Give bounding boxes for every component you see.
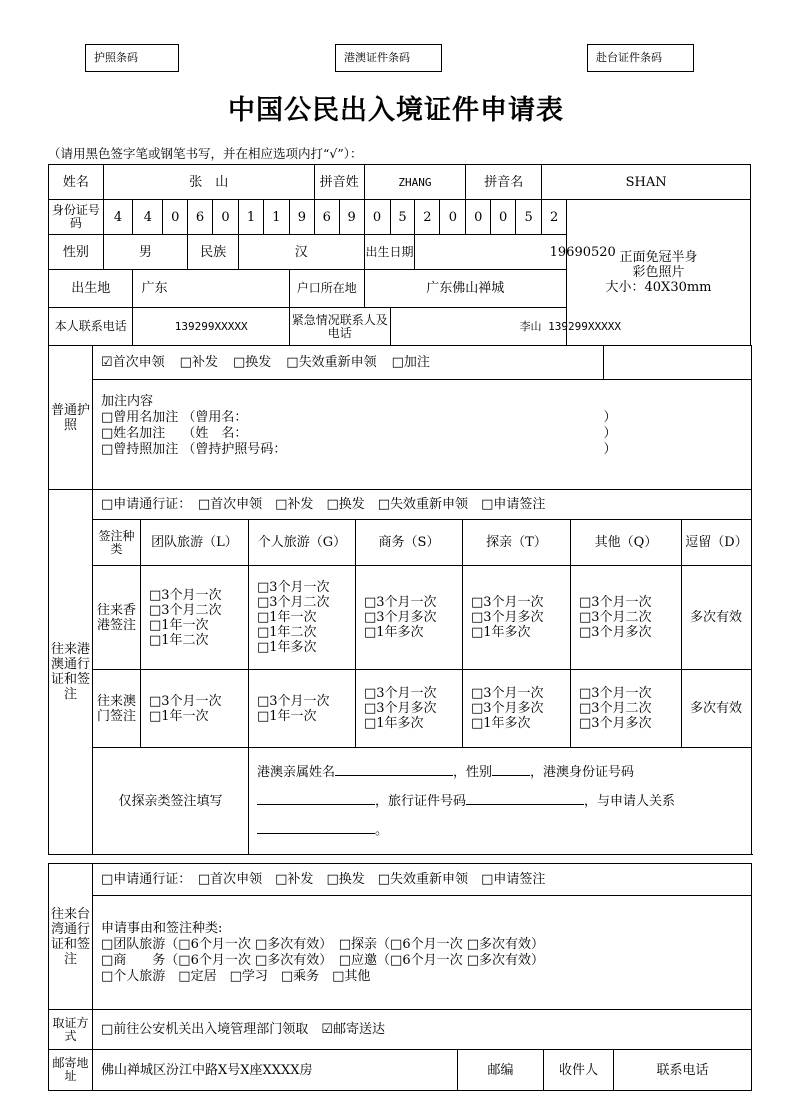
hk-option-apply-permit[interactable]: □申请通行证：	[101, 497, 185, 512]
hk-business-options	[356, 566, 463, 670]
mo-other-option[interactable]: □3个月多次	[579, 716, 652, 731]
photo-line-1: 正面免冠半身	[619, 250, 698, 265]
id-digit[interactable]: 0	[440, 200, 466, 235]
hk-business-option[interactable]: □3个月多次	[364, 610, 437, 625]
mo-business-options	[356, 670, 463, 748]
id-digit[interactable]: 5	[516, 200, 542, 235]
hk-other-options	[571, 566, 682, 670]
relative-id-label: ，港澳身份证号码	[530, 765, 635, 780]
id-digit[interactable]: 0	[364, 200, 390, 235]
phone-label: 本人联系电话	[49, 308, 133, 346]
form-title: 中国公民出入境证件申请表	[228, 95, 564, 126]
dob-label: 出生日期	[364, 235, 415, 270]
recipient-label[interactable]: 收件人	[544, 1050, 614, 1091]
birthplace-field[interactable]: 广东	[133, 270, 290, 308]
passport-option-endorse[interactable]: □加注	[391, 355, 430, 370]
col-header-business: 商务（S）	[356, 520, 463, 566]
id-digit[interactable]: 0	[163, 200, 188, 235]
id-digit[interactable]: 0	[466, 200, 491, 235]
id-digit[interactable]: 1	[263, 200, 289, 235]
mo-business-option[interactable]: □1年多次	[364, 716, 424, 731]
mo-individual-option[interactable]: □1年一次	[257, 708, 317, 724]
pickup-options	[93, 1010, 752, 1050]
hk-option-reissue[interactable]: □补发	[275, 497, 314, 512]
ethnicity-field[interactable]: 汉	[239, 235, 364, 270]
pickup-mailing-section	[48, 1009, 752, 1091]
col-header-group-tour: 团队旅游（L）	[141, 520, 249, 566]
ethnicity-label: 民族	[188, 235, 239, 270]
mo-business-option[interactable]: □3个月多次	[364, 701, 437, 716]
endorse-former-name[interactable]: □曾用名加注 （曾用名： ）	[101, 410, 617, 425]
pickup-option-in-person[interactable]: □前往公安机关出入境管理部门领取	[101, 1022, 309, 1037]
mo-family-option[interactable]: □1年多次	[471, 716, 531, 731]
hk-option-reapply[interactable]: □失效重新申领	[377, 497, 469, 512]
mo-group-option[interactable]: □1年一次	[149, 708, 209, 724]
id-digit[interactable]: 0	[212, 200, 238, 235]
photo-size: 大小：40X30mm	[605, 280, 712, 295]
dob-field[interactable]: 19690520	[415, 235, 751, 270]
mo-other-option[interactable]: □3个月一次	[579, 686, 652, 701]
gender-field[interactable]: 男	[103, 235, 187, 270]
taiwan-reason-line[interactable]: □商 务（□6个月一次 □多次有效） □应邀（□6个月一次 □多次有效）	[101, 952, 545, 968]
hukou-field[interactable]: 广东佛山禅城	[364, 270, 567, 308]
relative-relation-label: ，与申请人关系	[584, 794, 676, 809]
form-instruction: （请用黑色签字笔或钢笔书写，并在相应选项内打“√”）：	[48, 146, 363, 161]
col-header-individual-tour: 个人旅游（G）	[249, 520, 356, 566]
mo-family-option[interactable]: □3个月多次	[471, 701, 544, 716]
id-digit[interactable]: 2	[542, 200, 567, 235]
mo-individual-options	[249, 670, 356, 748]
taiwan-barcode-box: 赴台证件条码	[587, 44, 694, 72]
hk-family-option[interactable]: □1年多次	[471, 625, 531, 640]
hk-group-option[interactable]: □1年二次	[149, 632, 209, 648]
hk-family-option[interactable]: □3个月一次	[471, 595, 544, 610]
hk-option-renew[interactable]: □换发	[326, 497, 365, 512]
passport-option-reissue[interactable]: □补发	[179, 355, 218, 370]
id-digit[interactable]: 2	[415, 200, 440, 235]
mo-group-option[interactable]: □3个月一次	[149, 693, 222, 709]
passport-section-label: 普通护照	[49, 346, 93, 490]
mo-other-option[interactable]: □3个月二次	[579, 701, 652, 716]
hk-other-option[interactable]: □3个月二次	[579, 610, 652, 625]
hukou-label: 户口所在地	[289, 270, 364, 308]
id-digit[interactable]: 0	[491, 200, 516, 235]
hk-individual-options	[249, 566, 356, 670]
mo-stay-option[interactable]: 多次有效	[682, 670, 752, 748]
contact-phone-label[interactable]: 联系电话	[614, 1050, 752, 1091]
tw-option-renew[interactable]: □换发	[326, 872, 365, 887]
relative-gender-input[interactable]	[492, 762, 530, 776]
hk-individual-option[interactable]: □3个月二次	[257, 595, 330, 610]
relative-info-label: 仅探亲类签注填写	[118, 793, 223, 809]
given-pinyin-label: 拼音名	[466, 165, 542, 200]
tw-option-apply-permit[interactable]: □申请通行证：	[101, 872, 185, 887]
hk-endorse-label: 往来香港签注	[93, 566, 141, 670]
passport-blank-cell	[604, 346, 752, 380]
mo-business-option[interactable]: □3个月一次	[364, 686, 437, 701]
endorse-former-passport[interactable]: □曾持照加注 （曾持护照号码： ）	[101, 442, 617, 457]
hk-group-option[interactable]: □1年一次	[149, 617, 209, 633]
mo-group-options	[141, 670, 249, 748]
hk-individual-option[interactable]: □1年二次	[257, 625, 317, 640]
mo-endorse-label: 往来澳门签注	[93, 670, 141, 748]
id-digit[interactable]: 9	[289, 200, 314, 235]
id-digit[interactable]: 9	[339, 200, 364, 235]
relative-end-mark: 。	[375, 823, 389, 838]
hk-family-options	[463, 566, 571, 670]
taiwan-reason-title: 申请事由和签注种类:	[101, 920, 223, 936]
mo-other-options	[571, 670, 682, 748]
col-header-other: 其他（Q）	[571, 520, 682, 566]
id-number-label: 身份证号码	[49, 200, 104, 235]
relative-travel-doc-input[interactable]	[466, 791, 584, 805]
tw-option-first[interactable]: □首次申领	[197, 872, 263, 887]
passport-option-renew[interactable]: □换发	[232, 355, 272, 370]
id-digit[interactable]: 1	[239, 200, 264, 235]
endorse-name[interactable]: □姓名加注 （姓 名： ）	[101, 426, 617, 441]
relative-gender-label: ，性别	[453, 765, 493, 780]
relative-name-input[interactable]	[335, 762, 453, 776]
hk-group-options	[141, 566, 249, 670]
col-header-stay: 逗留（D）	[682, 520, 752, 566]
relative-info-box	[93, 748, 249, 855]
birthplace-label: 出生地	[49, 270, 133, 308]
pickup-option-mail[interactable]: ☑邮寄送达	[321, 1022, 385, 1037]
tw-option-reapply[interactable]: □失效重新申领	[377, 872, 469, 887]
surname-pinyin-label: 拼音姓	[314, 165, 364, 200]
passport-section	[48, 345, 752, 490]
id-digit[interactable]: 6	[314, 200, 339, 235]
hk-group-option[interactable]: □3个月一次	[149, 587, 222, 603]
gender-label: 性别	[49, 235, 104, 270]
personal-info-table	[48, 164, 751, 346]
hk-individual-option[interactable]: □3个月一次	[257, 580, 330, 595]
id-digit[interactable]: 6	[188, 200, 213, 235]
hk-family-option[interactable]: □3个月多次	[471, 610, 544, 625]
passport-barcode-box: 护照条码	[85, 44, 179, 72]
hk-other-option[interactable]: □3个月多次	[579, 625, 652, 640]
emergency-contact-field[interactable]: 李山 139299XXXXX	[390, 308, 750, 346]
taiwan-reason-line[interactable]: □个人旅游 □定居 □学习 □乘务 □其他	[101, 968, 371, 984]
mo-family-options	[463, 670, 571, 748]
taiwan-section	[48, 863, 752, 1010]
id-digit[interactable]: 4	[103, 200, 133, 235]
photo-line-2: 彩色照片	[632, 265, 685, 280]
pickup-label: 取证方式	[49, 1010, 93, 1050]
name-field[interactable]: 张 山	[103, 165, 314, 200]
hk-macau-section-label: 往来港澳通行证和签注	[49, 490, 93, 855]
given-pinyin-field[interactable]: SHAN	[542, 165, 751, 200]
mailing-address-field[interactable]: 佛山禅城区汾江中路X号X座XXXX房	[93, 1050, 458, 1091]
tw-option-reissue[interactable]: □补发	[275, 872, 314, 887]
taiwan-reason-block	[93, 896, 752, 1010]
taiwan-reason-line[interactable]: □团队旅游（□6个月一次 □多次有效） □探亲（□6个月一次 □多次有效）	[101, 936, 545, 952]
hk-stay-option[interactable]: 多次有效	[682, 566, 752, 670]
hk-option-endorse[interactable]: □申请签注	[481, 497, 546, 512]
mo-family-option[interactable]: □3个月一次	[471, 686, 544, 701]
hk-option-first[interactable]: □首次申领	[197, 497, 263, 512]
id-digit[interactable]: 5	[390, 200, 415, 235]
postcode-label[interactable]: 邮编	[458, 1050, 544, 1091]
hk-macau-barcode-box: 港澳证件条码	[335, 44, 442, 72]
taiwan-section-label: 往来台湾通行证和签注	[49, 864, 93, 1010]
passport-apply-options	[93, 346, 604, 380]
hk-business-option[interactable]: □1年多次	[364, 625, 424, 640]
mailing-address-label: 邮寄地址	[49, 1050, 93, 1091]
hk-business-option[interactable]: □3个月一次	[364, 595, 437, 610]
hk-individual-option[interactable]: □1年多次	[257, 640, 317, 655]
hk-group-option[interactable]: □3个月二次	[149, 602, 222, 618]
passport-option-reapply[interactable]: □失效重新申领	[286, 355, 377, 370]
relative-travel-doc-label: ，旅行证件号码	[375, 794, 467, 809]
col-header-family: 探亲（T）	[463, 520, 571, 566]
id-digit[interactable]: 4	[133, 200, 163, 235]
emergency-contact-label: 紧急情况联系人及电话	[289, 308, 390, 346]
surname-pinyin-field[interactable]: ZHANG	[364, 165, 466, 200]
relative-id-input[interactable]	[257, 791, 375, 805]
phone-field[interactable]: 139299XXXXX	[133, 308, 290, 346]
relative-relation-input[interactable]	[257, 820, 375, 834]
hk-individual-option[interactable]: □1年一次	[257, 610, 317, 625]
relative-name-label: 港澳亲属姓名	[257, 765, 336, 780]
endorse-type-header: 签注种类	[93, 520, 141, 566]
hk-macau-apply-options	[93, 490, 752, 520]
endorsement-title: 加注内容	[101, 394, 154, 409]
hk-macau-section	[48, 489, 752, 855]
name-label: 姓名	[49, 165, 104, 200]
tw-option-endorse[interactable]: □申请签注	[481, 872, 546, 887]
taiwan-apply-options	[93, 864, 752, 896]
mo-individual-option[interactable]: □3个月一次	[257, 693, 330, 709]
relative-info-fields	[249, 748, 752, 855]
passport-endorsement-block	[93, 380, 752, 490]
hk-other-option[interactable]: □3个月一次	[579, 595, 652, 610]
passport-option-first[interactable]: ☑首次申领	[101, 355, 165, 370]
